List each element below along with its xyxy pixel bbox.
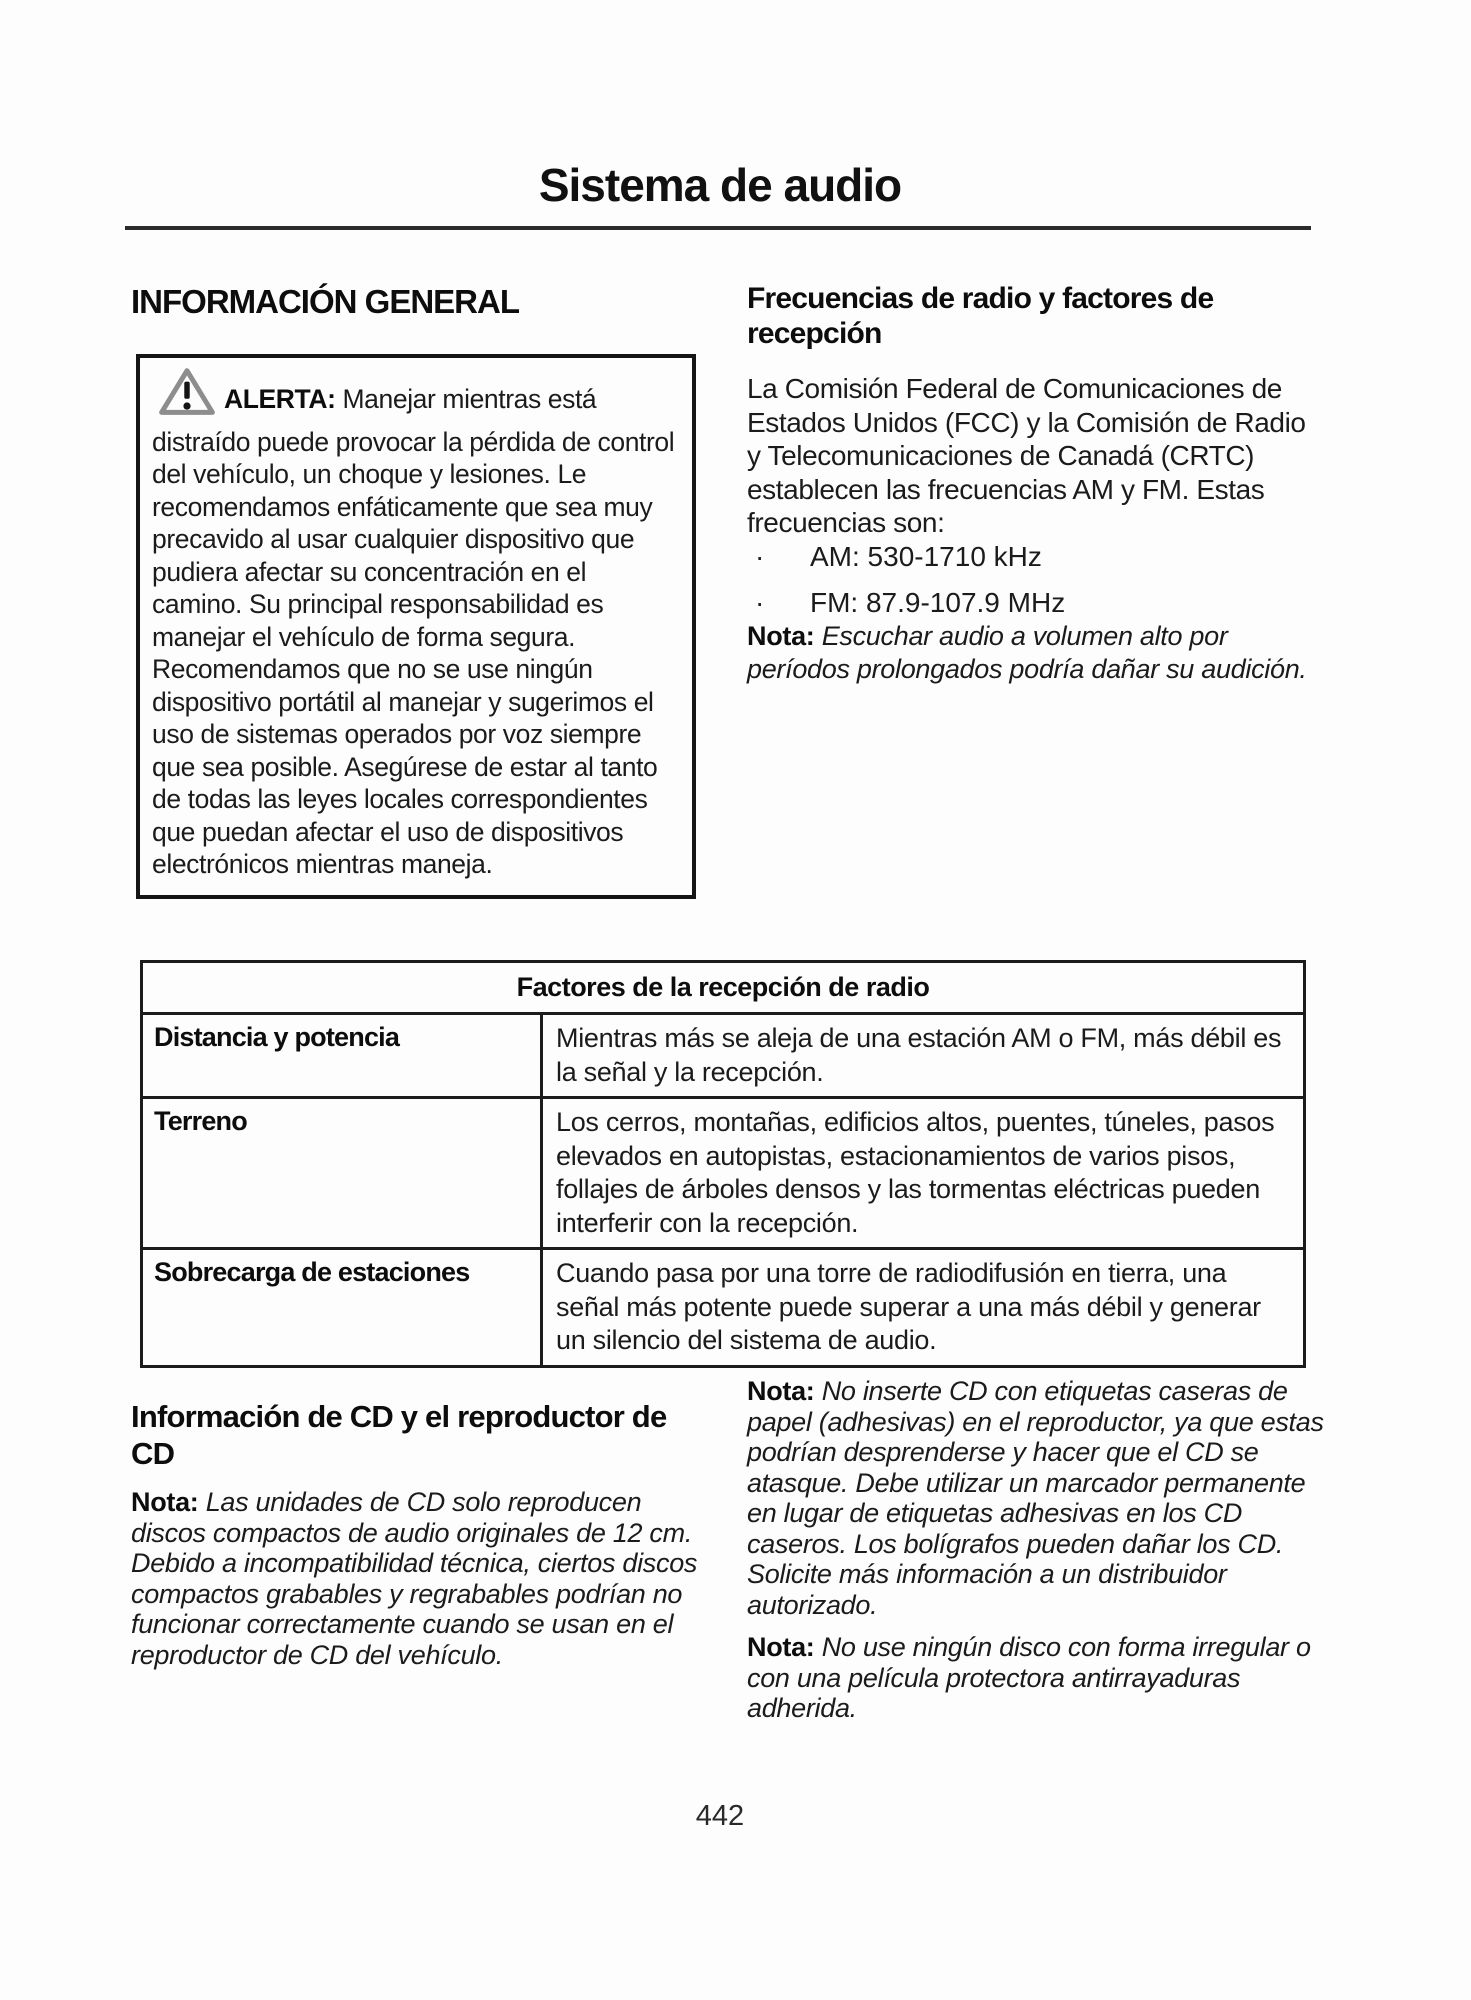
alert-text: Manejar mientras está distraído puede provocar la pérdida de control del vehículo, un choque y lesiones. Le recomendamos enfáticamente que sea muy precavido al usar cualquier dispositivo que pudiera afectar su concentración en el camino. Su principal responsabilidad es manejar el vehículo de forma segura. Recomendamos que no se use ningún dispositivo portátil al manejar y sugerimos el uso de sistemas operados por voz siempre que sea posible. Asegúrese de estar al tanto de todas las leyes locales correspondientes que puedan afectar el uso de dispositivos electrónicos mientras maneja. — [152, 384, 675, 879]
disc-shape-note — [747, 1632, 1329, 1724]
table-header-row — [142, 962, 1305, 1014]
note-label: Nota: — [747, 1632, 815, 1662]
alert-box — [136, 354, 696, 899]
section-heading-frecuencias: Frecuencias de radio y factores de recepción — [747, 282, 1214, 350]
row-text-terreno: Los cerros, montañas, edificios altos, puentes, túneles, pasos elevados en autopistas, estacionamientos de varios pisos, follajes de árboles densos y las tormentas eléctricas pueden interferir con la recepción. — [542, 1098, 1305, 1249]
row-label-sobrecarga: Sobrecarga de estaciones — [142, 1249, 542, 1367]
list-item — [753, 586, 1325, 619]
row-label-distancia: Distancia y potencia — [142, 1014, 542, 1098]
list-item — [753, 540, 1325, 573]
frequency-fm-value: FM: 87.9-107.9 MHz — [810, 587, 1066, 618]
table-row — [142, 1014, 1305, 1098]
note-text: No use ningún disco con forma irregular o con una película protectora antirrayaduras adherida. — [747, 1632, 1311, 1723]
note-label: Nota: — [747, 621, 815, 651]
note-text: Escuchar audio a volumen alto por períodos prolongados podría dañar su audición. — [747, 621, 1307, 684]
row-label-terreno: Terreno — [142, 1098, 542, 1249]
section-heading-cd-info: Información de CD y el reproductor de CD — [131, 1399, 667, 1471]
warning-triangle-icon — [158, 366, 216, 426]
title-divider — [125, 226, 1311, 230]
page-title: Sistema de audio — [538, 159, 902, 211]
volume-note — [747, 620, 1325, 686]
note-text: No inserte CD con etiquetas caseras de papel (adhesivas) en el reproductor, ya que estas podrían desprenderse y hacer que el CD se atasque. Debe utilizar un marcador permanente en lugar de etiquetas adhesivas en los CD caseros. Los bolígrafos pueden dañar los CD. Solicite más información a un distribuidor autorizado. — [747, 1376, 1324, 1620]
bullet-dot-icon: · — [755, 541, 765, 572]
bullet-dot-icon: · — [755, 587, 765, 618]
radio-reception-factors-table — [140, 960, 1306, 1368]
table-title: Factores de la recepción de radio — [142, 962, 1305, 1014]
row-text-sobrecarga: Cuando pasa por una torre de radiodifusión en tierra, una señal más potente puede superar a una más débil y generar un silencio del sistema de audio. — [542, 1249, 1305, 1367]
frequency-bullet-list — [753, 540, 1325, 632]
table-row — [142, 1098, 1305, 1249]
note-label: Nota: — [131, 1487, 199, 1517]
section-heading-informacion-general: INFORMACIÓN GENERAL — [131, 283, 519, 320]
frequencies-intro-paragraph: La Comisión Federal de Comunicaciones de Estados Unidos (FCC) y la Comisión de Radio y Telecomunicaciones de Canadá (CRTC) establecen las frecuencias AM y FM. Estas frecuencias son: — [747, 373, 1306, 538]
frequency-am-value: AM: 530-1710 kHz — [810, 541, 1042, 572]
alert-label: ALERTA: — [224, 384, 336, 414]
row-text-distancia: Mientras más se aleja de una estación AM o FM, más débil es la señal y la recepción. — [542, 1014, 1305, 1098]
table-row — [142, 1249, 1305, 1367]
alert-paragraph — [152, 366, 682, 881]
cd-label-note — [747, 1376, 1329, 1620]
page-number: 442 — [695, 1800, 745, 1832]
cd-units-note — [131, 1487, 709, 1670]
note-label: Nota: — [747, 1376, 815, 1406]
note-text: Las unidades de CD solo reproducen discos compactos de audio originales de 12 cm. Debido a incompatibilidad técnica, ciertos discos compactos grabables y regrabables podrían no funcionar correctamente cuando se usan en el reproductor de CD del vehículo. — [131, 1487, 698, 1670]
